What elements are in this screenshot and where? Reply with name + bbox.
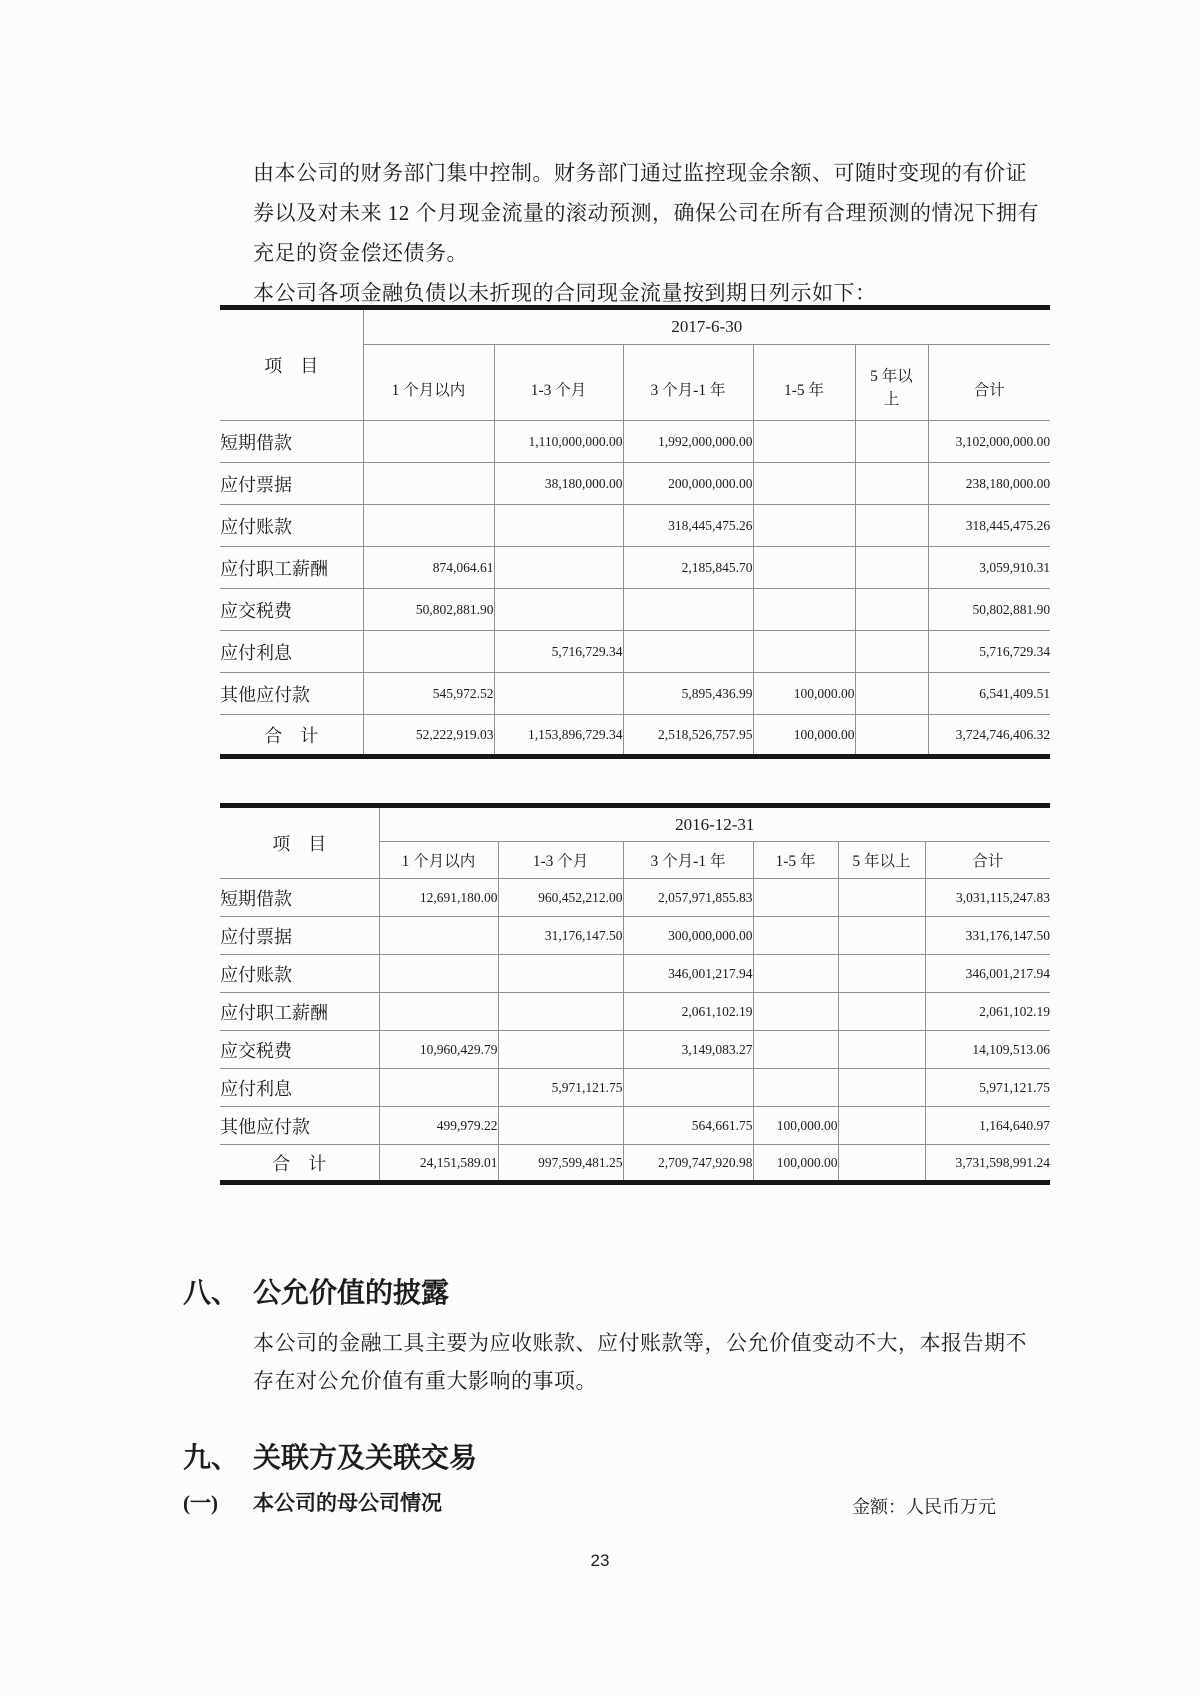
total-cell: 3,059,910.31 [928,547,1050,589]
section-heading-related-party [183,1443,477,1475]
value-cell [498,1031,623,1069]
value-cell [753,1069,838,1107]
value-cell [623,589,753,631]
value-cell [494,505,623,547]
value-cell: 997,599,481.25 [498,1145,623,1183]
total-cell: 3,031,115,247.83 [925,879,1050,917]
value-cell: 2,057,971,855.83 [623,879,753,917]
value-cell: 960,452,212.00 [498,879,623,917]
row-label-cell: 应付票据 [220,463,363,505]
total-row [220,1145,1050,1183]
value-cell: 300,000,000.00 [623,917,753,955]
row-label-cell: 应交税费 [220,1031,379,1069]
total-cell: 331,176,147.50 [925,917,1050,955]
value-cell: 24,151,589.01 [379,1145,498,1183]
value-cell [855,463,928,505]
paragraph-line: 充足的资金偿还债务。 [253,241,468,265]
value-cell [363,631,494,673]
value-cell: 499,979.22 [379,1107,498,1145]
value-cell: 52,222,919.03 [363,715,494,757]
amount-unit-note: 金额：人民币万元 [852,1497,996,1517]
column-header-cell: 1 个月以内 [363,345,494,421]
value-cell: 545,972.52 [363,673,494,715]
maturity-table-2016-12-31 [220,803,1050,1185]
total-row-label-cell: 合 计 [220,715,363,757]
value-cell [838,1069,925,1107]
table-row [220,1107,1050,1145]
section-heading-fair-value [183,1278,449,1310]
table-row [220,463,1050,505]
column-header-cell: 1-3 个月 [494,345,623,421]
value-cell: 1,110,000,000.00 [494,421,623,463]
value-cell [753,879,838,917]
value-cell: 38,180,000.00 [494,463,623,505]
table-row [220,806,1050,842]
table-row [220,421,1050,463]
maturity-table-2017-06-30 [220,305,1050,759]
column-header-cell: 合计 [925,842,1050,879]
row-label-cell: 应付账款 [220,955,379,993]
value-cell: 100,000.00 [753,673,855,715]
value-cell [838,879,925,917]
value-cell [494,673,623,715]
value-cell: 2,061,102.19 [623,993,753,1031]
value-cell [753,631,855,673]
value-cell [753,917,838,955]
value-cell: 1,153,896,729.34 [494,715,623,757]
table-row [220,589,1050,631]
value-cell: 100,000.00 [753,1107,838,1145]
value-cell: 31,176,147.50 [498,917,623,955]
value-cell: 2,709,747,920.98 [623,1145,753,1183]
page-number: 23 [590,1551,610,1570]
section-title: 公允价值的披露 [253,1278,450,1309]
total-cell: 3,724,746,406.32 [928,715,1050,757]
value-cell [838,1107,925,1145]
value-cell [379,993,498,1031]
value-cell [838,1031,925,1069]
value-cell [753,955,838,993]
value-cell [494,547,623,589]
date-header-cell: 2017-6-30 [363,308,1050,345]
table-row [220,993,1050,1031]
paragraph-line: 存在对公允价值有重大影响的事项。 [253,1369,597,1393]
value-cell [855,631,928,673]
row-label-cell: 短期借款 [220,879,379,917]
table-row [220,673,1050,715]
total-cell: 3,102,000,000.00 [928,421,1050,463]
value-cell: 5,716,729.34 [494,631,623,673]
value-cell [855,421,928,463]
total-cell: 5,716,729.34 [928,631,1050,673]
value-cell [838,1145,925,1183]
value-cell [379,917,498,955]
fair-value-paragraph [253,1324,1043,1400]
intro-paragraph [253,153,1043,313]
value-cell [753,589,855,631]
total-cell: 50,802,881.90 [928,589,1050,631]
column-header-cell: 1-5 年 [753,345,855,421]
total-cell: 346,001,217.94 [925,955,1050,993]
value-cell [855,505,928,547]
total-cell: 2,061,102.19 [925,993,1050,1031]
value-cell: 564,661.75 [623,1107,753,1145]
subsection-number: (一) [183,1491,218,1515]
value-cell [753,547,855,589]
total-row [220,715,1050,757]
subsection-title: 本公司的母公司情况 [253,1491,442,1515]
total-row-label-cell: 合 计 [220,1145,379,1183]
item-header-cell: 项 目 [220,308,363,421]
total-cell: 14,109,513.06 [925,1031,1050,1069]
value-cell [498,1107,623,1145]
total-cell: 238,180,000.00 [928,463,1050,505]
row-label-cell: 应付利息 [220,631,363,673]
value-cell: 5,895,436.99 [623,673,753,715]
value-cell: 346,001,217.94 [623,955,753,993]
value-cell [753,463,855,505]
column-header-cell: 3 个月-1 年 [623,842,753,879]
paragraph-line: 本公司的金融工具主要为应收账款、应付账款等，公允价值变动不大，本报告期不 [253,1331,1027,1355]
date-header-cell: 2016-12-31 [379,806,1050,842]
row-label-cell: 应付利息 [220,1069,379,1107]
value-cell [379,955,498,993]
section-number: 九、 [183,1443,240,1474]
value-cell [855,547,928,589]
value-cell [855,673,928,715]
column-header-cell: 1 个月以内 [379,842,498,879]
value-cell [838,917,925,955]
table-row [220,308,1050,345]
paragraph-line: 由本公司的财务部门集中控制。财务部门通过监控现金余额、可随时变现的有价证 [253,161,1027,185]
column-header-cell: 1-5 年 [753,842,838,879]
value-cell: 5,971,121.75 [498,1069,623,1107]
column-header-cell: 5 年以上 [838,842,925,879]
row-label-cell: 应付职工薪酬 [220,547,363,589]
value-cell: 318,445,475.26 [623,505,753,547]
value-cell [498,993,623,1031]
table-row [220,505,1050,547]
value-cell: 10,960,429.79 [379,1031,498,1069]
total-cell: 3,731,598,991.24 [925,1145,1050,1183]
column-header-cell [855,345,928,421]
table-row [220,955,1050,993]
column-header-cell: 合计 [928,345,1050,421]
value-cell [838,993,925,1031]
paragraph-line: 券以及对未来 12 个月现金流量的滚动预测，确保公司在所有合理预测的情况下拥有 [253,201,1039,225]
table-row [220,917,1050,955]
value-cell: 2,518,526,757.95 [623,715,753,757]
value-cell: 1,992,000,000.00 [623,421,753,463]
row-label-cell: 其他应付款 [220,1107,379,1145]
value-cell: 100,000.00 [753,715,855,757]
total-cell: 5,971,121.75 [925,1069,1050,1107]
value-cell [363,421,494,463]
value-cell [379,1069,498,1107]
table-row [220,547,1050,589]
table-row [220,879,1050,917]
value-cell: 100,000.00 [753,1145,838,1183]
total-cell: 1,164,640.97 [925,1107,1050,1145]
value-cell: 50,802,881.90 [363,589,494,631]
column-header-cell: 3 个月-1 年 [623,345,753,421]
table-row [220,1069,1050,1107]
value-cell [494,589,623,631]
section-number: 八、 [183,1278,240,1309]
value-cell [753,421,855,463]
row-label-cell: 应付职工薪酬 [220,993,379,1031]
paragraph-line: 本公司各项金融负债以未折现的合同现金流量按到期日列示如下： [253,281,877,305]
total-cell: 318,445,475.26 [928,505,1050,547]
row-label-cell: 应交税费 [220,589,363,631]
row-label-cell: 短期借款 [220,421,363,463]
value-cell [623,631,753,673]
value-cell: 200,000,000.00 [623,463,753,505]
value-cell [838,955,925,993]
value-cell [855,589,928,631]
value-cell [753,993,838,1031]
row-label-cell: 应付票据 [220,917,379,955]
value-cell [498,955,623,993]
column-header-label: 5 年以上 [870,368,913,408]
row-label-cell: 应付账款 [220,505,363,547]
total-cell: 6,541,409.51 [928,673,1050,715]
section-title: 关联方及关联交易 [253,1443,478,1474]
value-cell [753,505,855,547]
table-row [220,631,1050,673]
column-header-cell: 1-3 个月 [498,842,623,879]
item-header-cell: 项 目 [220,806,379,879]
value-cell [623,1069,753,1107]
value-cell [753,1031,838,1069]
table-row [220,1031,1050,1069]
value-cell: 2,185,845.70 [623,547,753,589]
value-cell [855,715,928,757]
value-cell: 874,064.61 [363,547,494,589]
value-cell: 12,691,180.00 [379,879,498,917]
value-cell [363,505,494,547]
row-label-cell: 其他应付款 [220,673,363,715]
value-cell: 3,149,083.27 [623,1031,753,1069]
value-cell [363,463,494,505]
